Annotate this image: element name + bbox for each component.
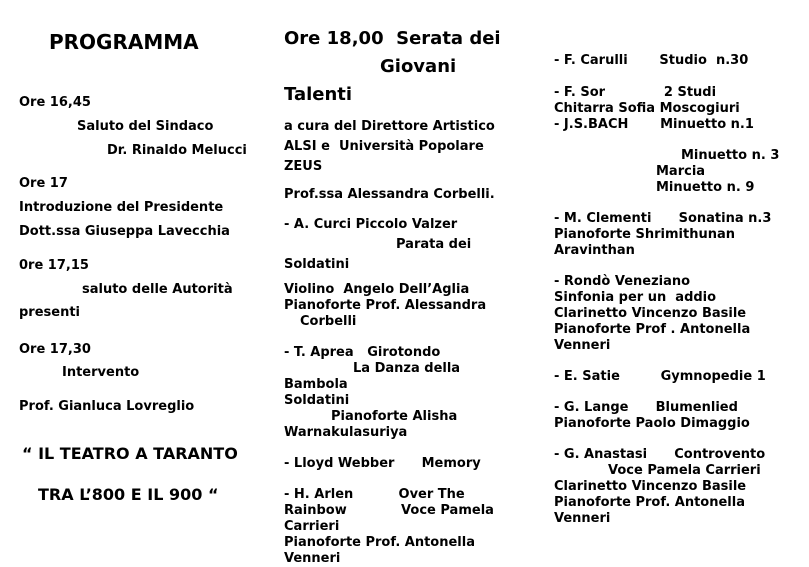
piece-webber: - Lloyd Webber Memory (284, 456, 481, 471)
mayor-name: Dr. Rinaldo Melucci (107, 143, 247, 158)
piece-soldatini: Soldatini (284, 257, 350, 272)
piece-rainbow: Rainbow Voce Pamela (284, 503, 494, 518)
evening-heading-3: Talenti (284, 84, 353, 105)
piece-lange: - G. Lange Blumenlied (554, 400, 738, 415)
speaker-name: Prof. Gianluca Lovreglio (19, 399, 195, 414)
mayor-greeting: Saluto del Sindaco (77, 119, 214, 134)
piano-performer-venneri-2: Pianoforte Prof . Antonella (554, 322, 751, 337)
program-title: PROGRAMMA (49, 30, 199, 54)
venneri-surname: Venneri (284, 551, 341, 566)
curated-by: a cura del Direttore Artistico (284, 119, 495, 134)
venneri-surname-2: Venneri (554, 338, 611, 353)
corbelli-surname: Corbelli (300, 314, 357, 329)
piece-curci: - A. Curci Piccolo Valzer (284, 217, 458, 232)
piece-sor: - F. Sor 2 Studi (554, 85, 717, 100)
authorities-greeting: saluto delle Autorità (82, 282, 233, 297)
piece-rondo: - Rondò Veneziano (554, 274, 691, 289)
piece-carulli: - F. Carulli Studio n.30 (554, 53, 749, 68)
piece-soldatini-2: Soldatini (284, 393, 350, 408)
piano-performer-venneri-3: Pianoforte Prof. Antonella (554, 495, 745, 510)
clarinet-performer-2: Clarinetto Vincenzo Basile (554, 479, 747, 494)
time-1715: 0re 17,15 (19, 258, 89, 273)
authorities-present: presenti (19, 305, 81, 320)
time-1645: Ore 16,45 (19, 95, 91, 110)
piece-minuetto-3: Minuetto n. 3 (681, 148, 780, 163)
venneri-surname-3: Venneri (554, 511, 611, 526)
violin-performer: Violino Angelo Dell’Aglia (284, 282, 470, 297)
president-name: Dott.ssa Giuseppa Lavecchia (19, 224, 230, 239)
piece-bambola: Bambola (284, 377, 348, 392)
evening-heading-2: Giovani (380, 56, 457, 77)
piece-parata: Parata dei (396, 237, 472, 252)
piece-bach: - J.S.BACH Minuetto n.1 (554, 117, 754, 132)
piece-marcia: Marcia (656, 164, 706, 179)
piece-minuetto-9: Minuetto n. 9 (656, 180, 755, 195)
piece-aprea: - T. Aprea Girotondo (284, 345, 441, 360)
piano-performer-venneri: Pianoforte Prof. Antonella (284, 535, 475, 550)
piano-performer-corbelli: Pianoforte Prof. Alessandra (284, 298, 487, 313)
piece-satie: - E. Satie Gymnopedie 1 (554, 369, 766, 384)
guitar-performer: Chitarra Sofia Moscogiuri (554, 101, 740, 116)
time-1730: Ore 17,30 (19, 342, 91, 357)
piece-danza: La Danza della (353, 361, 461, 376)
carrieri-surname: Carrieri (284, 519, 340, 534)
piano-performer-dimaggio: Pianoforte Paolo Dimaggio (554, 416, 750, 431)
theme-line-2: TRA L’800 E IL 900 “ (38, 485, 219, 504)
time-1700: Ore 17 (19, 176, 68, 191)
intervention-label: Intervento (62, 365, 140, 380)
aravinthan-surname: Aravinthan (554, 243, 635, 258)
piece-clementi: - M. Clementi Sonatina n.3 (554, 211, 772, 226)
piece-anastasi: - G. Anastasi Controvento (554, 447, 766, 462)
clarinet-performer: Clarinetto Vincenzo Basile (554, 306, 747, 321)
director-name: Prof.ssa Alessandra Corbelli. (284, 187, 495, 202)
zeus: ZEUS (284, 159, 323, 174)
voice-performer: Voce Pamela Carrieri (608, 463, 761, 478)
piece-sinfonia: Sinfonia per un addio (554, 290, 717, 305)
alsi-university: ALSI e Università Popolare (284, 139, 484, 154)
theme-line-1: “ IL TEATRO A TARANTO (22, 444, 238, 463)
president-intro: Introduzione del Presidente (19, 200, 224, 215)
piece-arlen: - H. Arlen Over The (284, 487, 465, 502)
piano-performer-shrimithunan: Pianoforte Shrimithunan (554, 227, 735, 242)
evening-heading-1: Ore 18,00 Serata dei (284, 28, 501, 49)
piano-performer-alisha: Pianoforte Alisha (331, 409, 458, 424)
alisha-surname: Warnakulasuriya (284, 425, 408, 440)
